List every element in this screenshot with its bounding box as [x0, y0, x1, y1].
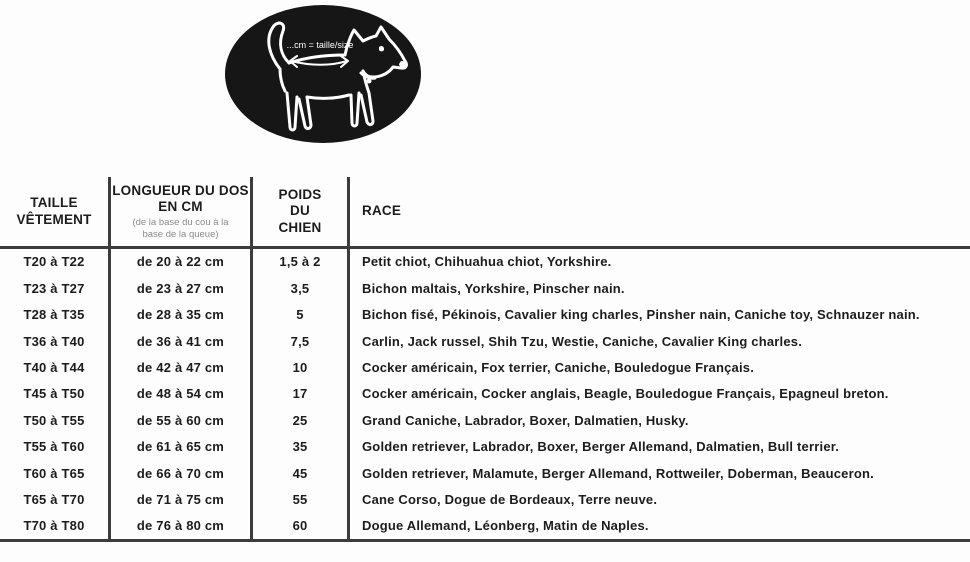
length-cell: de 48 à 54 cm	[108, 381, 250, 407]
breeds-cell: Dogue Allemand, Léonberg, Matin de Naples.	[347, 513, 970, 539]
table-row	[0, 275, 970, 301]
table-row	[0, 407, 970, 433]
badge-caption: ...cm = taille/size	[286, 40, 354, 50]
table-row	[0, 487, 970, 513]
weight-cell: 7,5	[250, 328, 347, 354]
col-header-weight-label: POIDS DU CHIEN	[278, 187, 322, 235]
table-row	[0, 513, 970, 539]
size-cell: T28 à T35	[23, 307, 85, 323]
length-cell: de 20 à 22 cm	[108, 249, 250, 275]
weight-cell: 45	[250, 460, 347, 486]
length-cell: de 55 à 60 cm	[108, 407, 250, 433]
breeds-cell: Petit chiot, Chihuahua chiot, Yorkshire.	[347, 249, 970, 275]
length-cell: de 71 à 75 cm	[108, 487, 250, 513]
weight-cell: 3,5	[250, 275, 347, 301]
col-header-length-label: LONGUEUR DU DOS EN CM	[112, 183, 249, 215]
length-cell: de 76 à 80 cm	[108, 513, 250, 539]
col-header-race-label: RACE	[362, 203, 402, 219]
table-row	[0, 434, 970, 460]
breeds-cell: Grand Caniche, Labrador, Boxer, Dalmatien, Husky.	[347, 407, 970, 433]
col-header-race	[347, 177, 970, 246]
table-body	[0, 249, 970, 542]
size-cell: T45 à T50	[23, 386, 85, 402]
table-row	[0, 328, 970, 354]
length-cell: de 66 à 70 cm	[108, 460, 250, 486]
weight-cell: 60	[250, 513, 347, 539]
length-cell: de 42 à 47 cm	[108, 355, 250, 381]
table-row	[0, 381, 970, 407]
breeds-cell: Cane Corso, Dogue de Bordeaux, Terre neuve.	[347, 487, 970, 513]
size-cell: T60 à T65	[23, 465, 85, 481]
weight-cell: 25	[250, 407, 347, 433]
size-cell: T55 à T60	[23, 439, 85, 455]
table-row	[0, 302, 970, 328]
length-cell: de 61 à 65 cm	[108, 434, 250, 460]
table-row	[0, 460, 970, 486]
weight-cell: 35	[250, 434, 347, 460]
col-header-size	[0, 177, 108, 246]
col-header-size-label: TAILLE VÊTEMENT	[16, 195, 92, 227]
size-cell: T20 à T22	[23, 254, 85, 270]
col-header-length	[108, 177, 250, 246]
breeds-cell: Cocker américain, Cocker anglais, Beagle, Bouledogue Français, Epagneul breton.	[347, 381, 970, 407]
breeds-cell: Cocker américain, Fox terrier, Caniche, Bouledogue Français.	[347, 355, 970, 381]
weight-cell: 17	[250, 381, 347, 407]
size-cell: T70 à T80	[23, 518, 85, 534]
size-cell: T40 à T44	[23, 359, 85, 375]
breeds-cell: Carlin, Jack russel, Shih Tzu, Westie, Caniche, Cavalier King charles.	[347, 328, 970, 354]
weight-cell: 1,5 à 2	[250, 249, 347, 275]
dog-size-table	[0, 177, 970, 542]
size-cell: T65 à T70	[23, 491, 85, 507]
length-cell: de 28 à 35 cm	[108, 302, 250, 328]
dog-measurement-icon	[223, 3, 423, 145]
length-cell: de 36 à 41 cm	[108, 328, 250, 354]
size-cell: T23 à T27	[23, 280, 85, 296]
size-cell: T36 à T40	[23, 333, 85, 349]
col-header-length-note: (de la base du cou à la base de la queue)	[132, 217, 229, 240]
breeds-cell: Golden retriever, Malamute, Berger Allemand, Rottweiler, Doberman, Beauceron.	[347, 460, 970, 486]
table-header-row	[0, 177, 970, 249]
col-header-weight	[250, 177, 347, 246]
length-cell: de 23 à 27 cm	[108, 275, 250, 301]
dog-measurement-badge	[223, 3, 423, 145]
weight-cell: 5	[250, 302, 347, 328]
weight-cell: 55	[250, 487, 347, 513]
size-cell: T50 à T55	[23, 412, 85, 428]
breeds-cell: Golden retriever, Labrador, Boxer, Berger Allemand, Dalmatien, Bull terrier.	[347, 434, 970, 460]
table-row	[0, 249, 970, 275]
table-row	[0, 355, 970, 381]
breeds-cell: Bichon maltais, Yorkshire, Pinscher nain.	[347, 275, 970, 301]
weight-cell: 10	[250, 355, 347, 381]
breeds-cell: Bichon fisé, Pékinois, Cavalier king charles, Pinsher nain, Caniche toy, Schnauzer nain.	[347, 302, 970, 328]
